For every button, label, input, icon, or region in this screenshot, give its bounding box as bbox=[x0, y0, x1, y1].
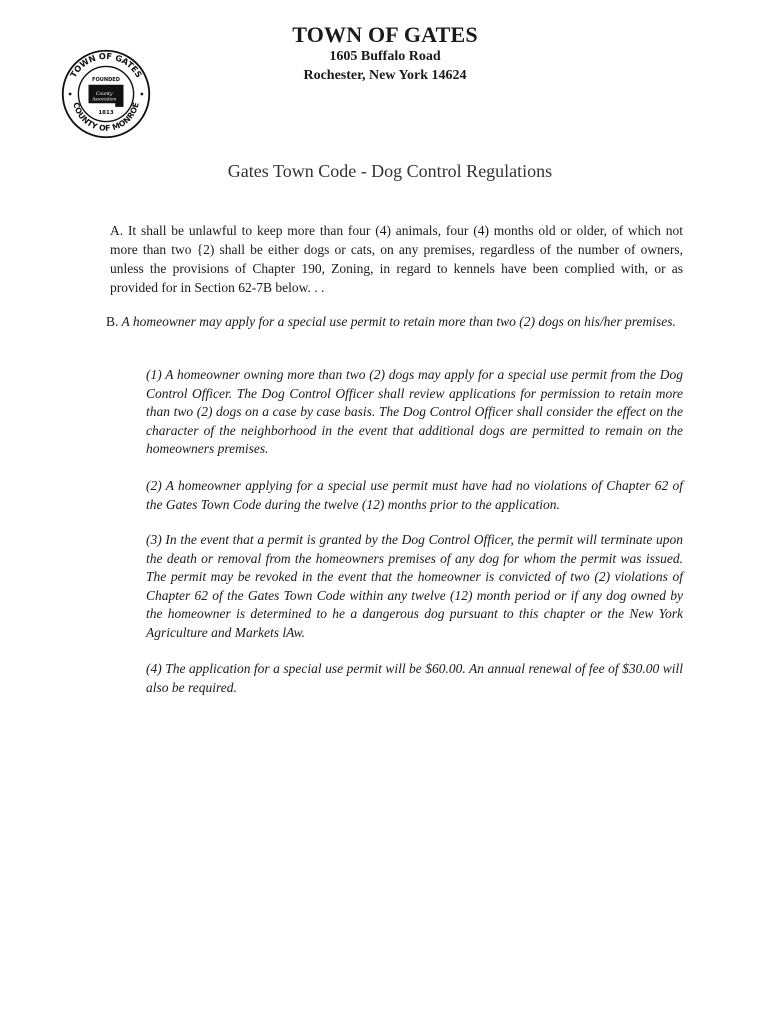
section-b-label: B. bbox=[106, 314, 119, 329]
subsection-1: (1) A homeowner owning more than two (2) dogs may apply for a special use permit from the Dog Control Officer. The Dog Control Officer shall review applications for permission to retain more than two (2) dogs on a case by case basis. The Dog Control Officer shall consider the effect on the character of the neighborhood in the event that additional dogs are permitted to remain on the homeowners premises. bbox=[146, 367, 683, 456]
town-name-heading: TOWN OF GATES bbox=[292, 22, 478, 47]
address-street: 1605 Buffalo Road bbox=[329, 49, 441, 64]
svg-text:1813: 1813 bbox=[98, 110, 114, 117]
svg-text:TOWN OF GATES: TOWN OF GATES bbox=[67, 50, 145, 80]
subsection-4: (4) The application for a special use permit will be $60.00. An annual renewal of fee of $30.00 will also be required. bbox=[146, 661, 683, 695]
svg-text:FOUNDED: FOUNDED bbox=[92, 77, 120, 84]
document-title: Gates Town Code - Dog Control Regulations bbox=[227, 161, 553, 181]
svg-text:County: County bbox=[95, 91, 113, 97]
section-b-text: A homeowner may apply for a special use permit to retain more than two (2) dogs on his/her premises. bbox=[121, 314, 676, 329]
address-city: Rochester, New York 14624 bbox=[303, 68, 467, 83]
subsection-3: (3) In the event that a permit is granted by the Dog Control Officer, the permit will terminate upon the death or removal from the homeowners premises of any dog for whom the permit was issued. The permit may be revoked in the event that the homeowner is convicted of two (2) violations of Chapter 62 of the Gates Town Code within any twelve (12) month period or if any dog owned by the homeowner is determined to he a dangerous dog pursuant to this chapter or the New York Agriculture and Markets lAw. bbox=[146, 532, 683, 640]
section-a-paragraph: A. It shall be unlawful to keep more than four (4) animals, four (4) months old or older, of which not more than two {2) shall be either dogs or cats, on any premises, regardless of the number of owners, unless the provisions of Chapter 190, Zoning, in regard to kennels have been complied with, or as provided for in Section 62-7B below. . . bbox=[110, 223, 683, 295]
svg-text:COUNTY OF MONROE: COUNTY OF MONROE bbox=[71, 101, 141, 133]
section-b-paragraph bbox=[106, 311, 683, 332]
subsection-2: (2) A homeowner applying for a special use permit must have had no violations of Chapter 62 of the Gates Town Code during the twelve (12) months prior to the application. bbox=[146, 478, 683, 512]
svg-text:Association: Association bbox=[92, 96, 117, 102]
